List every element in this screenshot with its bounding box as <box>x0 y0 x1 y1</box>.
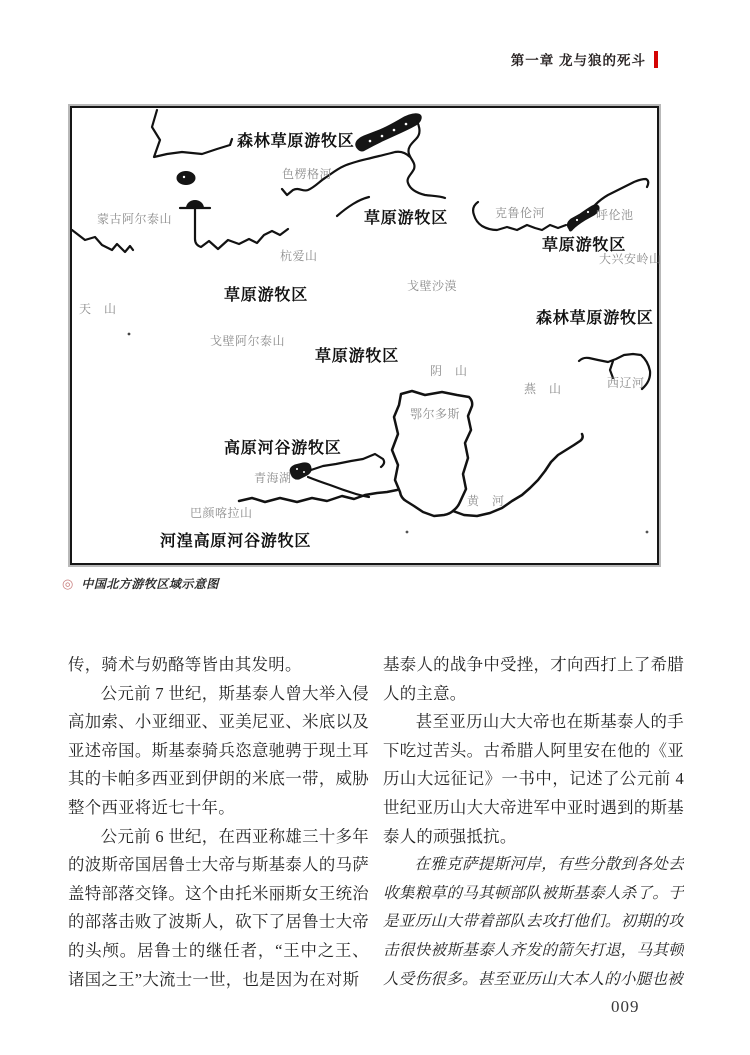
paragraph: 传，骑术与奶酪等皆由其发明。 <box>68 655 302 674</box>
map-region-label: 高原河谷游牧区 <box>224 440 342 457</box>
chapter-accent-bar <box>654 51 658 68</box>
map-place-label: 燕 山 <box>524 382 562 396</box>
map-place-label: 戈壁沙漠 <box>407 279 458 293</box>
map-place-label: 黄 河 <box>467 494 505 508</box>
map-figure <box>70 106 662 565</box>
chapter-title: 第一章 龙与狼的死斗 <box>510 53 646 68</box>
map-place-label: 鄂尔多斯 <box>410 407 461 421</box>
map-drawing <box>72 108 657 563</box>
paragraph: 公元前 6 世纪，在西亚称雄三十多年的波斯帝国居鲁士大帝与斯基泰人的马萨盖特部落交锋。这个由托米丽斯女王统治的部落击败了波斯人，砍下了居鲁士大帝的头颅。居鲁士的继任者，“王中之王、诸国之王”大流士一世，也是因为在对斯 <box>68 826 369 989</box>
map-caption <box>62 575 219 592</box>
map-region-label: 森林草原游牧区 <box>536 310 654 327</box>
paragraph: 基泰人的战争中受挫，才向西打上了希腊人的主意。 <box>383 655 684 703</box>
map-place-label: 克鲁伦河 <box>495 206 546 220</box>
map-place-label: 蒙古阿尔泰山 <box>97 212 173 226</box>
map-place-label: 巴颜喀拉山 <box>190 506 253 520</box>
map-place-label: 色楞格河 <box>282 167 333 181</box>
map-place-label: 青海湖 <box>254 471 292 485</box>
map-place-label: 西辽河 <box>607 376 645 390</box>
map-place-label: 呼伦池 <box>596 208 634 222</box>
map-place-label: 天 山 <box>79 302 117 316</box>
map-place-label: 阴 山 <box>430 364 468 378</box>
map-region-label: 草原游牧区 <box>542 237 627 254</box>
map-place-label: 杭爱山 <box>280 249 318 263</box>
map-region-label: 森林草原游牧区 <box>237 133 355 150</box>
chapter-header <box>511 49 658 69</box>
map-caption-text: 中国北方游牧区域示意图 <box>81 577 219 591</box>
text-column-right <box>383 651 684 997</box>
caption-marker-icon: ◎ <box>62 576 74 591</box>
map-region-label: 河湟高原河谷游牧区 <box>160 533 312 550</box>
map-region-label: 草原游牧区 <box>315 348 400 365</box>
map-region-label: 草原游牧区 <box>224 287 309 304</box>
map-region-label: 草原游牧区 <box>364 210 449 227</box>
page-number: 009 <box>611 997 640 1016</box>
paragraph: 甚至亚历山大大帝也在斯基泰人的手下吃过苦头。古希腊人阿里安在他的《亚历山大远征记》一书中，记述了公元前 4 世纪亚历山大大帝进军中亚时遇到的斯基泰人的顽强抵抗。 <box>383 712 684 846</box>
text-column-left <box>68 651 369 997</box>
paragraph-quote: 在雅克萨提斯河岸，有些分散到各处去收集粮草的马其顿部队被斯基泰人杀了。于是亚历山大带着部队去攻打他们。初期的攻击很快被斯基泰人齐发的箭矢打退，马其顿人受伤很多。甚至亚历山大本人的小腿也被 <box>383 856 684 988</box>
map-place-label: 戈壁阿尔泰山 <box>210 334 286 348</box>
paragraph: 公元前 7 世纪，斯基泰人曾大举入侵高加索、小亚细亚、亚美尼亚、米底以及亚述帝国。斯基泰骑兵恣意驰骋于现土耳其的卡帕多西亚到伊朗的米底一带，威胁整个西亚将近七十年。 <box>68 683 369 817</box>
map-place-label: 大兴安岭山 <box>599 252 662 266</box>
